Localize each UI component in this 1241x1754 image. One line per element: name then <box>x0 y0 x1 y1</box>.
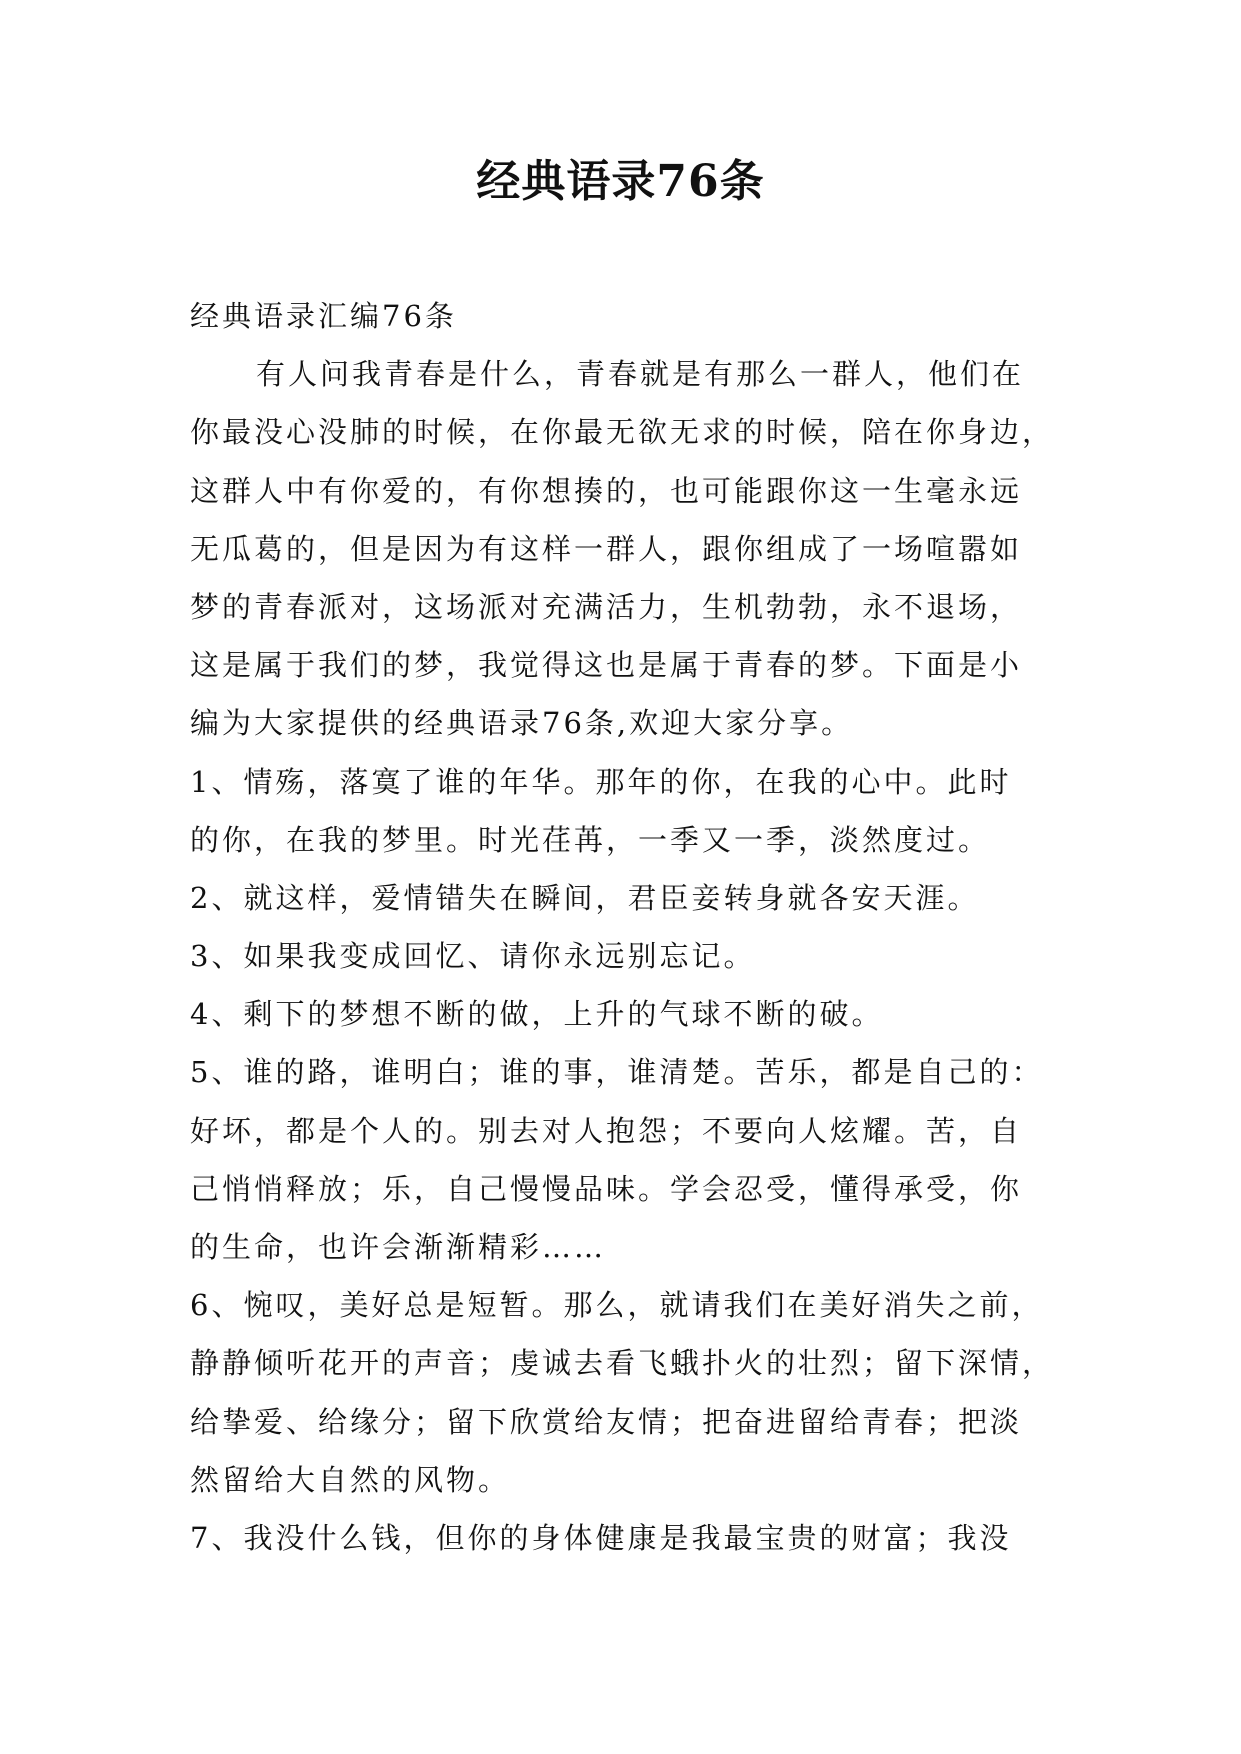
body-line: 己悄悄释放；乐，自己慢慢品味。学会忍受，懂得承受，你 <box>190 1171 1023 1206</box>
document-title: 经典语录76条 <box>476 156 765 207</box>
body-line: 这是属于我们的梦，我觉得这也是属于青春的梦。下面是小 <box>190 648 1023 683</box>
body-line: 有人问我青春是什么，青春就是有那么一群人，他们在 <box>256 357 1025 392</box>
body-line: 5、谁的路，谁明白；谁的事，谁清楚。苦乐，都是自己的： <box>190 1055 1044 1090</box>
body-line: 然留给大自然的风物。 <box>190 1462 511 1497</box>
body-line: 7、我没什么钱，但你的身体健康是我最宝贵的财富；我没 <box>190 1520 1012 1555</box>
body-line: 2、就这样，爱情错失在瞬间，君臣妾转身就各安天涯。 <box>190 880 980 915</box>
body-line: 经典语录汇编76条 <box>190 299 457 333</box>
body-line: 静静倾听花开的声音；虔诚去看飞蛾扑火的壮烈；留下深情， <box>190 1346 1055 1381</box>
body-line: 你最没心没肺的时候，在你最无欲无求的时候，陪在你身边， <box>190 415 1055 450</box>
body-line: 的生命，也许会渐渐精彩…… <box>190 1230 607 1264</box>
body-line: 梦的青春派对，这场派对充满活力，生机勃勃，永不退场， <box>190 589 1023 624</box>
body-line: 4、剩下的梦想不断的做，上升的气球不断的破。 <box>190 997 884 1032</box>
body-line: 的你，在我的梦里。时光荏苒，一季又一季，淡然度过。 <box>190 822 991 857</box>
body-line: 1、情殇，落寞了谁的年华。那年的你，在我的心中。此时 <box>190 764 1012 799</box>
body-line: 这群人中有你爱的，有你想揍的，也可能跟你这一生毫永远 <box>190 473 1023 508</box>
body-line: 3、如果我变成回忆、请你永远别忘记。 <box>190 939 756 974</box>
body-line: 无瓜葛的，但是因为有这样一群人，跟你组成了一场喧嚣如 <box>190 531 1023 566</box>
document-body <box>190 287 1060 1567</box>
body-line: 编为大家提供的经典语录76条,欢迎大家分享。 <box>190 706 854 741</box>
body-line: 好坏，都是个人的。别去对人抱怨；不要向人炫耀。苦，自 <box>190 1113 1023 1148</box>
body-line: 给挚爱、给缘分；留下欣赏给友情；把奋进留给青春；把淡 <box>190 1404 1023 1439</box>
body-line: 6、惋叹，美好总是短暂。那么，就请我们在美好消失之前， <box>190 1288 1044 1323</box>
